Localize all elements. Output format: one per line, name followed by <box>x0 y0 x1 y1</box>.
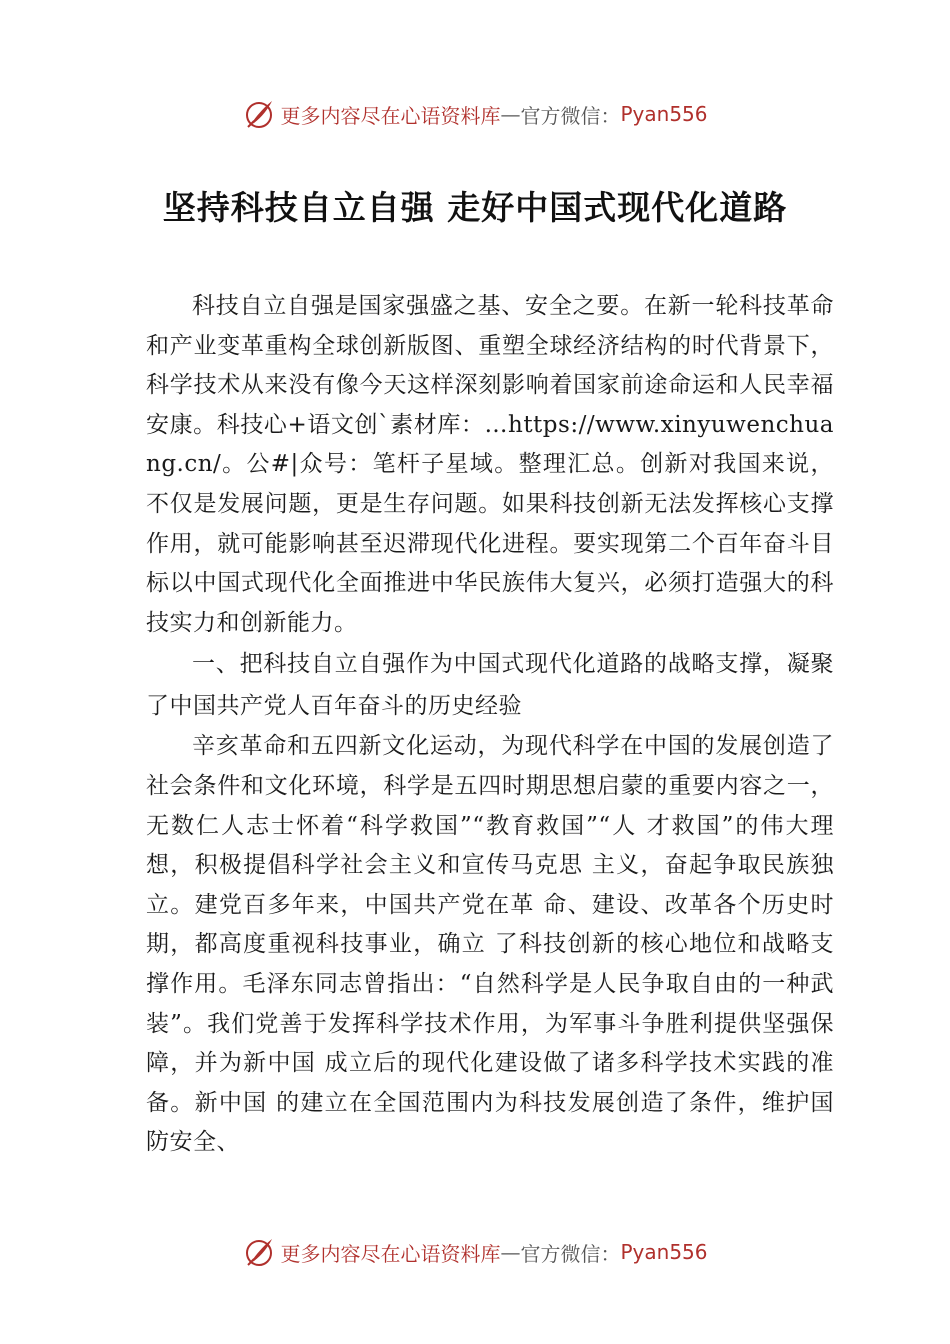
watermark-wechat-id: Pyan556 <box>620 102 708 126</box>
paragraph-history: 辛亥革命和五四新文化运动，为现代科学在中国的发展创造了社会条件和文化环境，科学是五四时期思想启蒙的重要内容之一，无数仁人志士怀着“科学救国”“教育救国”“人 才救国”的伟大理想，积极提倡科学社会主义和宣传马克思 主义，奋起争取民族独立。建党百多年来，中国共产党在革 命、建设、改革各个历史时期，都高度重视科技事业，确立 了科技创新的核心地位和战略支撑作用。毛泽东同志曾指出：“自然科学是人民争取自由的一种武装”。我们党善于发挥科学技术作用，为军事斗争胜利提供坚强保障，并为新中国 成立后的现代化建设做了诸多科学技术实践的准备。新中国 的建立在全国范围内为科技发展创造了条件，维护国防安全、 <box>146 733 834 1156</box>
watermark-brand: 更多内容尽在心语资料库 <box>280 103 501 128</box>
watermark-footer <box>0 1232 950 1272</box>
watermark-dash: — <box>500 102 521 126</box>
document-title: 坚持科技自立自强 走好中国式现代化道路 <box>162 188 788 227</box>
quill-logo-icon <box>242 97 276 131</box>
watermark-wechat-id: Pyan556 <box>620 1240 708 1264</box>
watermark-header <box>0 94 950 134</box>
watermark-label: 官方微信： <box>520 1241 621 1266</box>
watermark-brand: 更多内容尽在心语资料库 <box>280 1241 501 1266</box>
watermark-label: 官方微信： <box>520 103 621 128</box>
paragraph-intro: 科技自立自强是国家强盛之基、安全之要。在新一轮科技革命和产业变革重构全球创新版图、重塑全球经济结构的时代背景下，科学技术从来没有像今天这样深刻影响着国家前途命运和人民幸福安康。科技心+语文创`素材库：…https://www.xinyuwenchuang.cn/。公#|众号：笔杆子星域。整理汇总。创新对我国来说，不仅是发展问题，更是生存问题。如果科技创新无法发挥核心支撑作用，就可能影响甚至迟滞现代化进程。要实现第二个百年奋斗目标以中国式现代化全面推进中华民族伟大复兴，必须打造强大的科技实力和创新能力。 <box>146 293 834 636</box>
quill-logo-icon <box>242 1235 276 1269</box>
section-heading-1: 一、把科技自立自强作为中国式现代化道路的战略支撑，凝聚了中国共产党人百年奋斗的历史经验 <box>146 651 834 720</box>
watermark-dash: — <box>500 1240 521 1264</box>
document-body <box>146 287 834 1163</box>
